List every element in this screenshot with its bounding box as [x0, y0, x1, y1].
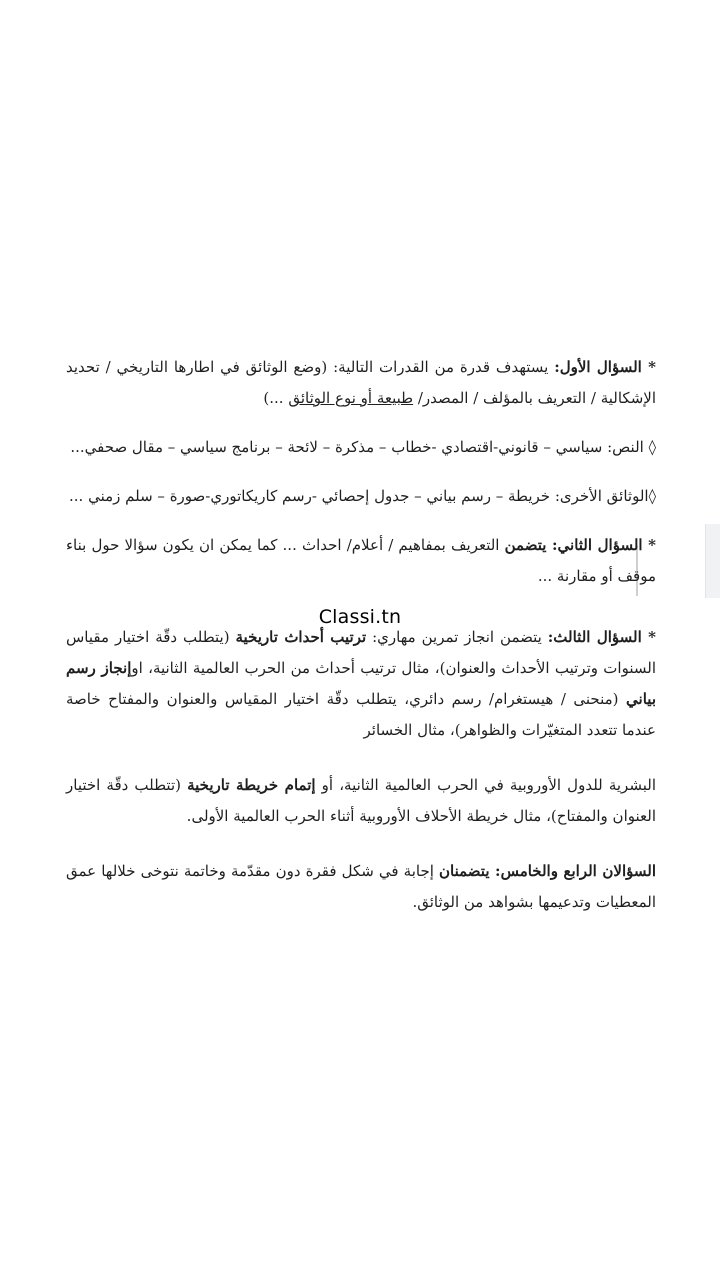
question-2-paragraph: [66, 530, 656, 592]
scroll-edge-tab: [705, 524, 720, 598]
question-2-text: التعريف بمفاهيم / أعلام/ احداث ... كما يمكن ان يكون سؤالا حول بناء موقف أو مقارنة ...: [66, 536, 656, 585]
questions-4-5-paragraph: [66, 856, 656, 918]
question-1-paragraph: [66, 352, 656, 414]
question-3-text-3: (منحنى / هيستغرام/ رسم دائري، يتطلب دقّة اختيار المقياس والعنوان والمفتاح خاصة عندما تتعدد المتغيّرات والظواهر)، مثال الخسائر: [66, 690, 656, 739]
watermark-text: Classi.tn: [318, 606, 402, 628]
questions-4-5-label: السؤالان الرابع والخامس: يتضمنان: [439, 862, 656, 880]
other-documents-paragraph: ◊الوثائق الأخرى: خريطة – رسم بياني – جدول إحصائي -رسم كاريكاتوري-صورة – سلم زمني ...: [69, 487, 656, 505]
questions-4-5-text: إجابة في شكل فقرة دون مقدّمة وخاتمة نتوخى خلالها عمق المعطيات وتدعيمها بشواهد من الوثائق.: [66, 862, 656, 911]
question-1-end: ...): [263, 389, 289, 407]
question-3-continuation-paragraph: [66, 770, 656, 832]
question-3-text-2: (يتطلب دقّة اختيار مقياس السنوات وترتيب الأحداث والعنوان)، مثال ترتيب أحداث من الحرب العالمية الثانية، او: [66, 628, 656, 677]
question-3-cont-text-1: البشرية للدول الأوروبية في الحرب العالمية الثانية، أو: [315, 776, 656, 794]
question-3-label: * السؤال الثالث:: [547, 628, 656, 646]
question-3-text-1: يتضمن انجاز تمرين مهاري:: [366, 628, 548, 646]
question-1-text: يستهدف قدرة من القدرات التالية: (وضع الوثائق في اطارها التاريخي / تحديد الإشكالية / التعريف بالمؤلف / المصدر/: [66, 358, 656, 407]
question-3-cont-bold-1: إتمام خريطة تاريخية: [187, 776, 316, 794]
question-1-label: * السؤال الأول:: [554, 358, 656, 376]
question-3-bold-1: ترتيب أحداث تاريخية: [235, 628, 367, 646]
question-3-cont-text-2: (تتطلب دقّة اختيار العنوان والمفتاح)، مثال خريطة الأحلاف الأوروبية أثناء الحرب العالمية الأولى.: [66, 776, 656, 825]
question-3-paragraph: [66, 622, 656, 746]
document-body: [66, 352, 656, 936]
question-2-label: * السؤال الثاني: يتضمن: [504, 536, 656, 554]
question-1-underlined: طبيعة أو نوع الوثائق: [288, 389, 414, 407]
text-types-paragraph: ◊ النص: سياسي – قانوني-اقتصادي -خطاب – مذكرة – لائحة – برنامج سياسي – مقال صحفي...: [70, 438, 656, 456]
question-3-bold-2: إنجاز رسم بياني: [66, 659, 656, 708]
